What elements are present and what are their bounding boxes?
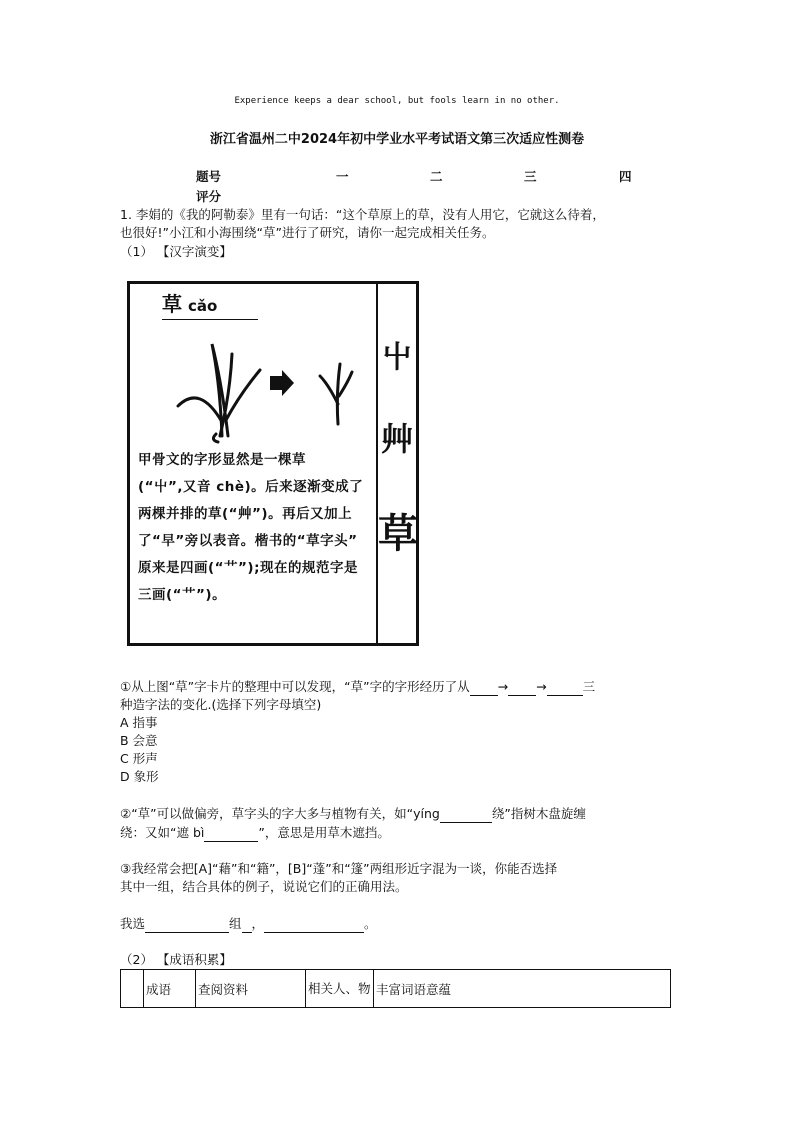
- option-c: C 形声: [120, 751, 158, 766]
- score-col-2: 二: [430, 169, 443, 184]
- card-line: 两棵并排的草(“艸”)。再后又加上: [138, 506, 353, 522]
- q1-intro-line2: 也很好!”小江和小海围绕“草”进行了研究，请你一起完成相关任务。: [120, 225, 495, 240]
- card-line: 甲骨文的字形显然是一棵草: [138, 452, 306, 468]
- table-header-row: [121, 970, 671, 1008]
- character-card: [127, 281, 419, 646]
- table-header-research: 查阅资料: [196, 970, 306, 1008]
- part1-label: （1） 【汉字演变】: [120, 244, 232, 259]
- answer-blank-small[interactable]: [242, 932, 252, 933]
- evolution-column: [376, 284, 416, 643]
- choice-line: 我选 组 ， 。: [120, 916, 377, 931]
- answer-blank-3[interactable]: [547, 695, 583, 696]
- option-a: A 指事: [120, 715, 158, 730]
- table-cell-index: [121, 970, 144, 1008]
- card-line: (“屮”,又音 chè)。后来逐渐变成了: [138, 479, 364, 495]
- score-col-1: 一: [336, 169, 349, 184]
- idiom-table: [120, 969, 671, 1008]
- option-b: B 会意: [120, 733, 158, 748]
- evolution-oracle: 屮: [382, 340, 412, 375]
- score-header-label: 题号: [196, 169, 222, 184]
- exam-title: 浙江省温州二中2024年初中学业水平考试语文第三次适应性测卷: [209, 132, 585, 147]
- answer-blank-2[interactable]: [508, 695, 536, 696]
- table-header-idiom: 成语: [144, 970, 196, 1008]
- score-row-label: 评分: [196, 189, 222, 204]
- card-line: 原来是四画(“艹”);现在的规范字是: [138, 560, 358, 576]
- card-pinyin: cǎo: [188, 297, 218, 315]
- card-line: 三画(“艹”)。: [138, 587, 227, 603]
- card-main: [130, 284, 378, 643]
- q1-intro-line1: 1. 李娟的《我的阿勒泰》里有一句话：“这个草原上的草，没有人用它，它就这么待着，: [120, 207, 605, 222]
- table-header-meaning: 丰富词语意蕴: [374, 970, 671, 1008]
- table-header-people: 相关人、物: [306, 970, 374, 1008]
- answer-blank-1[interactable]: [470, 695, 498, 696]
- page-motto: Experience keeps a dear school, but fools learn in no other.: [234, 96, 560, 106]
- sub2-line2: 绕：又如“遮 bì ”，意思是用草木遮挡。: [120, 825, 390, 840]
- sub3-line1: ③我经常会把[A]“藉”和“籍”，[B]“蓬”和“篷”两组形近字混为一谈，你能否选择: [120, 861, 558, 876]
- grass-plant-icon: [170, 324, 380, 444]
- score-col-4: 四: [619, 169, 632, 184]
- evolution-regular: 草: [378, 511, 418, 557]
- option-d: D 象形: [120, 769, 159, 784]
- card-explanation: [138, 447, 374, 609]
- answer-blank-usage[interactable]: [264, 932, 364, 933]
- card-char: 草: [162, 292, 182, 316]
- score-col-3: 三: [524, 169, 537, 184]
- card-line: 了“早”旁以表音。楷书的“草字头”: [138, 533, 358, 549]
- card-heading: [162, 288, 258, 320]
- sub2-line1: ②“草”可以做偏旁，草字头的字大多与植物有关，如“yíng 绕”指树木盘旋缠: [120, 806, 586, 821]
- part2-label: （2） 【成语积累】: [120, 952, 232, 967]
- sub1-line1: ①从上图“草”字卡片的整理中可以发现，“草”字的字形经历了从 → → 三: [120, 679, 596, 694]
- sub3-line2: 其中一组，结合具体的例子，说说它们的正确用法。: [120, 879, 408, 894]
- answer-blank-ying[interactable]: [440, 822, 492, 823]
- answer-blank-bi[interactable]: [204, 841, 258, 842]
- answer-blank-group[interactable]: [145, 932, 229, 933]
- sub1-line2: 种造字法的变化.(选择下列字母填空): [120, 697, 322, 712]
- evolution-seal: 艸: [380, 420, 413, 458]
